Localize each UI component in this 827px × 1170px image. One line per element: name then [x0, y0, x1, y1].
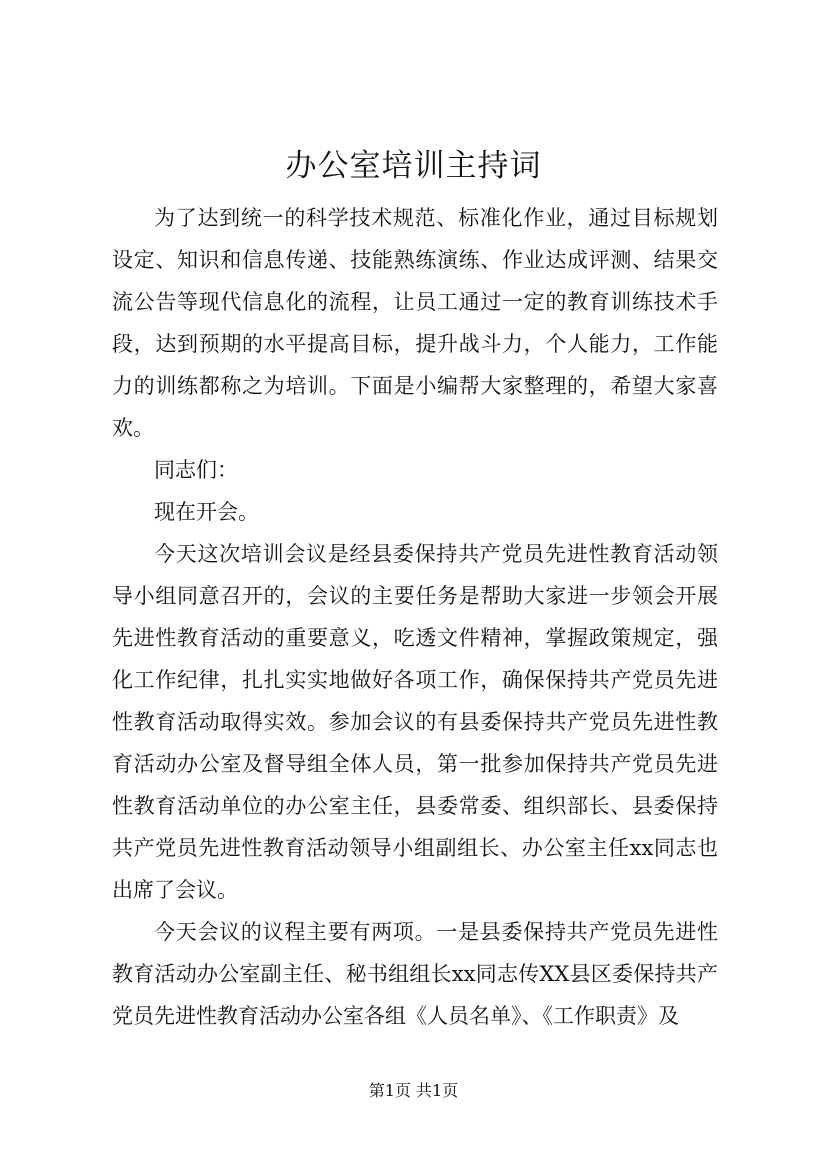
- page-footer: 第1页 共1页: [368, 1081, 459, 1100]
- paragraph-greeting: 同志们：: [154, 458, 238, 482]
- document-title: 办公室培训主持词: [285, 148, 542, 184]
- paragraph-meeting-purpose: 今天这次培训会议是经县委保持共产党员先进性教育活动领导小组同意召开的，会议的主要任务是帮助大家进一步领会开展先进性教育活动的重要意义，吃透文件精神，掌握政策规定，强化工作纪律，扎扎实实地做好各项工作，确保保持共产党员先进性教育活动取得实效。参加会议的有县委保持共产党员先进性教育活动办公室及督导组全体人员，第一批参加保持共产党员先进性教育活动单位的办公室主任，县委常委、组织部长、县委保持共产党员先进性教育活动领导小组副组长、办公室主任xx同志也出席了会议。: [112, 542, 718, 902]
- document-body: [112, 197, 718, 1037]
- paragraph-agenda: 今天会议的议程主要有两项。一是县委保持共产党员先进性教育活动办公室副主任、秘书组组长xx同志传XX县区委保持共产党员先进性教育活动办公室各组《人员名单》、《工作职责》及: [112, 920, 718, 1028]
- paragraph-opening: 现在开会。: [154, 500, 259, 524]
- paragraph-intro: 为了达到统一的科学技术规范、标准化作业，通过目标规划设定、知识和信息传递、技能熟练演练、作业达成评测、结果交流公告等现代信息化的流程，让员工通过一定的教育训练技术手段，达到预期的水平提高目标，提升战斗力，个人能力，工作能力的训练都称之为培训。下面是小编帮大家整理的，希望大家喜欢。: [112, 206, 718, 440]
